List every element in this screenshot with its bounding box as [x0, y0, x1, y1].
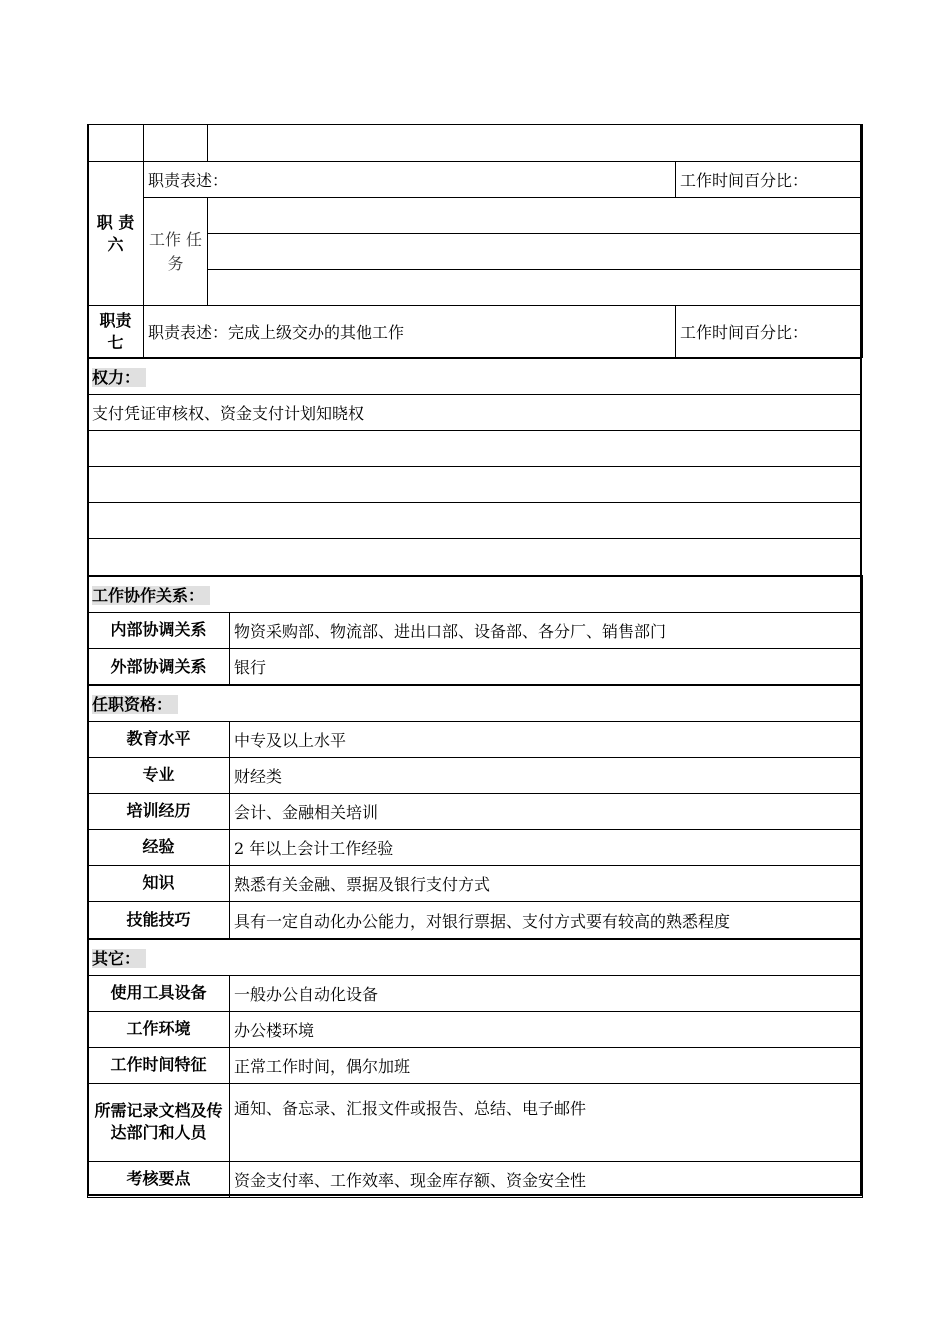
table-row [88, 1011, 863, 1047]
table-row [88, 1161, 863, 1197]
table-row [88, 829, 863, 865]
duties-table [87, 124, 863, 358]
duty6-task-row [88, 198, 863, 234]
empty-cell [208, 125, 863, 162]
knowledge-value: 熟悉有关金融、票据及银行支付方式 [230, 865, 863, 901]
duty7-time-label: 工作时间百分比： [676, 306, 863, 358]
skills-label: 技能技巧 [88, 901, 230, 939]
authority-title: 权力： [92, 368, 146, 387]
collaboration-header-row [88, 576, 863, 612]
empty-cell [208, 198, 863, 234]
knowledge-label: 知识 [88, 865, 230, 901]
training-value: 会计、金融相关培训 [230, 793, 863, 829]
education-label: 教育水平 [88, 721, 230, 757]
work-time-label: 工作时间特征 [88, 1047, 230, 1083]
table-row [88, 757, 863, 793]
list-item [88, 430, 862, 466]
table-row [88, 793, 863, 829]
assessment-label: 考核要点 [88, 1161, 230, 1197]
list-item [88, 466, 862, 502]
table-row [88, 125, 863, 162]
empty-cell [208, 234, 863, 270]
duty6-desc-label: 职责表述： [144, 162, 676, 198]
external-coord-label: 外部协调关系 [88, 648, 230, 685]
assessment-value: 资金支付率、工作效率、现金库存额、资金安全性 [230, 1161, 863, 1197]
education-value: 中专及以上水平 [230, 721, 863, 757]
major-label: 专业 [88, 757, 230, 793]
duty6-desc-row [88, 162, 863, 198]
duty7-label: 职责 七 [88, 306, 144, 358]
work-time-value: 正常工作时间，偶尔加班 [230, 1047, 863, 1083]
other-header-row [88, 939, 863, 975]
table-row [88, 648, 863, 685]
collaboration-title-cell [88, 576, 863, 612]
collaboration-title: 工作协作关系： [92, 586, 210, 605]
experience-label: 经验 [88, 829, 230, 865]
other-title-cell [88, 939, 863, 975]
empty-cell [88, 125, 144, 162]
qualification-title-cell [88, 685, 863, 721]
list-item [88, 538, 862, 575]
authority-header-row [88, 358, 862, 394]
table-row [88, 612, 863, 648]
tools-value: 一般办公自动化设备 [230, 975, 863, 1011]
internal-coord-label: 内部协调关系 [88, 612, 230, 648]
empty-cell [208, 270, 863, 306]
table-row [88, 865, 863, 901]
external-coord-value: 银行 [230, 648, 863, 685]
qualification-table [87, 684, 863, 940]
authority-title-cell [88, 358, 862, 394]
documents-value: 通知、备忘录、汇报文件或报告、总结、电子邮件 [230, 1083, 863, 1161]
authority-item [88, 430, 862, 466]
duty7-desc: 职责表述：完成上级交办的其他工作 [144, 306, 676, 358]
table-row [88, 1047, 863, 1083]
duty6-time-label: 工作时间百分比： [676, 162, 863, 198]
skills-value: 具有一定自动化办公能力，对银行票据、支付方式要有较高的熟悉程度 [230, 901, 863, 939]
table-row [88, 1083, 863, 1161]
internal-coord-value: 物资采购部、物流部、进出口部、设备部、各分厂、销售部门 [230, 612, 863, 648]
duty6-task-label: 工作 任务 [144, 198, 208, 306]
table-row [88, 901, 863, 939]
other-title: 其它： [92, 949, 146, 968]
tools-label: 使用工具设备 [88, 975, 230, 1011]
qualification-header-row [88, 685, 863, 721]
experience-value: 2 年以上会计工作经验 [230, 829, 863, 865]
list-item [88, 502, 862, 538]
authority-item [88, 466, 862, 502]
table-row [88, 975, 863, 1011]
authority-item [88, 502, 862, 538]
qualification-title: 任职资格： [92, 695, 178, 714]
list-item [88, 394, 862, 430]
authority-item: 支付凭证审核权、资金支付计划知晓权 [88, 394, 862, 430]
environment-label: 工作环境 [88, 1011, 230, 1047]
table-row [88, 721, 863, 757]
training-label: 培训经历 [88, 793, 230, 829]
major-value: 财经类 [230, 757, 863, 793]
documents-label: 所需记录文档及传达部门和人员 [88, 1083, 230, 1161]
authority-item [88, 538, 862, 575]
other-table [87, 938, 863, 1198]
environment-value: 办公楼环境 [230, 1011, 863, 1047]
authority-table [87, 357, 862, 576]
duty6-label: 职 责 六 [88, 162, 144, 306]
duty7-row [88, 306, 863, 358]
empty-cell [144, 125, 208, 162]
collaboration-table [87, 575, 863, 686]
